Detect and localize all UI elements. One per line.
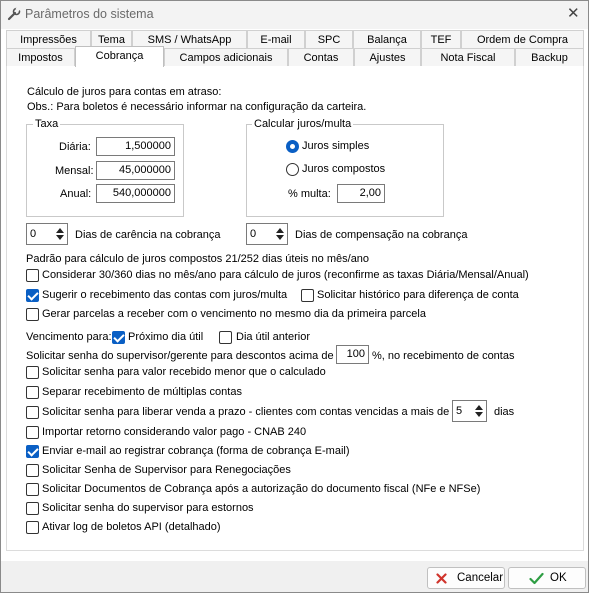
juros-simples-label[interactable]: Juros simples	[302, 140, 370, 152]
senha-renegociacao-label[interactable]: Solicitar Senha de Supervisor para Renegociações	[42, 464, 291, 476]
compensacao-label: Dias de compensação na cobrança	[295, 229, 468, 241]
considerar-360-checkbox[interactable]	[26, 269, 39, 282]
tab-sms-whatsapp[interactable]: SMS / WhatsApp	[132, 30, 247, 48]
juros-compostos-label[interactable]: Juros compostos	[302, 163, 386, 175]
gerar-parcelas-checkbox[interactable]	[26, 308, 39, 321]
dialog-footer	[1, 561, 588, 592]
calcular-juros-legend: Calcular juros/multa	[254, 118, 352, 130]
dias-vencidas-spinner[interactable]	[452, 400, 487, 422]
wrench-icon	[7, 7, 21, 21]
documentos-cobranca-checkbox[interactable]	[26, 483, 39, 496]
spinner-arrows-icon[interactable]	[55, 226, 65, 242]
boletos-note: Obs.: Para boletos é necessário informar na configuração da carteira.	[27, 101, 367, 113]
separar-recebimento-checkbox[interactable]	[26, 386, 39, 399]
taxa-group	[26, 118, 184, 217]
mensal-label: Mensal:	[55, 165, 94, 177]
dias-unit-label: dias	[494, 406, 515, 418]
tab-campos-adicionais[interactable]: Campos adicionais	[164, 48, 288, 66]
spinner-arrows-icon[interactable]	[275, 226, 285, 242]
senha-venda-prazo-checkbox[interactable]	[26, 406, 39, 419]
gerar-parcelas-label[interactable]: Gerar parcelas a receber com o vencimento no mesmo dia da primeira parcela	[42, 308, 426, 320]
juros-simples-radio[interactable]	[286, 140, 299, 153]
cancel-button[interactable]	[427, 567, 505, 589]
calcular-juros-group	[246, 118, 444, 217]
cancel-icon	[436, 573, 447, 584]
title-bar	[1, 1, 588, 29]
log-boletos-label[interactable]: Ativar log de boletos API (detalhado)	[42, 521, 221, 533]
importar-retorno-checkbox[interactable]	[26, 426, 39, 439]
tab-cobranca[interactable]: Cobrança	[75, 46, 164, 67]
proximo-dia-checkbox[interactable]	[112, 331, 125, 344]
enviar-email-checkbox[interactable]	[26, 445, 39, 458]
tab-contas[interactable]: Contas	[288, 48, 354, 66]
solicitar-historico-label[interactable]: Solicitar histórico para diferença de conta	[317, 289, 519, 301]
senha-venda-prazo-label[interactable]: Solicitar senha para liberar venda a prazo - clientes com contas vencidas a mais de	[42, 406, 450, 418]
tab-nota-fiscal[interactable]: Nota Fiscal	[421, 48, 515, 66]
anual-label: Anual:	[60, 188, 92, 200]
tab-email[interactable]: E-mail	[247, 30, 305, 48]
cancel-label: Cancelar	[457, 572, 504, 584]
tab-impostos[interactable]: Impostos	[6, 48, 75, 66]
tab-spc[interactable]: SPC	[305, 30, 353, 48]
log-boletos-checkbox[interactable]	[26, 521, 39, 534]
tab-tef[interactable]: TEF	[421, 30, 461, 48]
dia-anterior-label[interactable]: Dia útil anterior	[236, 331, 310, 343]
juros-compostos-radio[interactable]	[286, 163, 299, 176]
diaria-label: Diária:	[59, 141, 91, 153]
carencia-label: Dias de carência na cobrança	[75, 229, 221, 241]
anual-input[interactable]: 540,000000	[96, 184, 175, 203]
close-icon[interactable]: ✕	[567, 5, 580, 22]
ok-label: OK	[550, 572, 567, 584]
tab-row-2	[6, 48, 584, 67]
taxa-legend: Taxa	[35, 118, 59, 130]
juros-heading: Cálculo de juros para contas em atraso:	[27, 86, 222, 98]
multa-label: % multa:	[288, 188, 331, 200]
dias-vencidas-value: 5	[456, 405, 463, 417]
sugerir-recebimento-label[interactable]: Sugerir o recebimento das contas com juros/multa	[42, 289, 288, 301]
proximo-dia-label[interactable]: Próximo dia útil	[128, 331, 204, 343]
tab-tema[interactable]: Tema	[91, 30, 132, 48]
considerar-360-label[interactable]: Considerar 30/360 dias no mês/ano para cálculo de juros (reconfirme as taxas Diária/Mensal/Anual)	[42, 269, 529, 281]
padrao-juros-text: Padrão para cálculo de juros compostos 21/252 dias úteis no mês/ano	[26, 253, 370, 265]
separar-recebimento-label[interactable]: Separar recebimento de múltiplas contas	[42, 386, 242, 398]
sugerir-recebimento-checkbox[interactable]	[26, 289, 39, 302]
ok-button[interactable]	[508, 567, 586, 589]
vencimento-label: Vencimento para:	[26, 331, 112, 343]
solicitar-historico-checkbox[interactable]	[301, 289, 314, 302]
senha-valor-menor-checkbox[interactable]	[26, 366, 39, 379]
tab-ajustes[interactable]: Ajustes	[354, 48, 421, 66]
desconto-percent-input[interactable]: 100	[336, 345, 369, 364]
diaria-input[interactable]: 1,500000	[96, 137, 175, 156]
mensal-input[interactable]: 45,000000	[96, 161, 175, 180]
tab-balanca[interactable]: Balança	[353, 30, 421, 48]
importar-retorno-label[interactable]: Importar retorno considerando valor pago - CNAB 240	[42, 426, 307, 438]
senha-estornos-checkbox[interactable]	[26, 502, 39, 515]
tab-backup[interactable]: Backup	[515, 48, 584, 66]
multa-input[interactable]: 2,00	[337, 184, 385, 203]
documentos-cobranca-label[interactable]: Solicitar Documentos de Cobrança após a autorização do documento fiscal (NFe e NFSe)	[42, 483, 481, 495]
senha-desconto-label: Solicitar senha do supervisor/gerente para descontos acima de	[26, 350, 334, 362]
carencia-value: 0	[30, 228, 37, 240]
carencia-spinner[interactable]	[26, 223, 68, 245]
senha-renegociacao-checkbox[interactable]	[26, 464, 39, 477]
tab-impressoes[interactable]: Impressões	[6, 30, 91, 48]
senha-desconto-suffix: %, no recebimento de contas	[372, 350, 515, 362]
senha-valor-menor-label[interactable]: Solicitar senha para valor recebido menor que o calculado	[42, 366, 326, 378]
tab-ordem-de-compra[interactable]: Ordem de Compra	[461, 30, 584, 48]
cobranca-panel	[6, 66, 584, 551]
window-title: Parâmetros do sistema	[25, 7, 154, 21]
dia-anterior-checkbox[interactable]	[219, 331, 232, 344]
compensacao-spinner[interactable]	[246, 223, 288, 245]
senha-estornos-label[interactable]: Solicitar senha do supervisor para estornos	[42, 502, 254, 514]
checkmark-icon	[529, 572, 544, 585]
spinner-arrows-icon[interactable]	[474, 403, 484, 419]
compensacao-value: 0	[250, 228, 257, 240]
enviar-email-label[interactable]: Enviar e-mail ao registrar cobrança (forma de cobrança E-mail)	[42, 445, 350, 457]
